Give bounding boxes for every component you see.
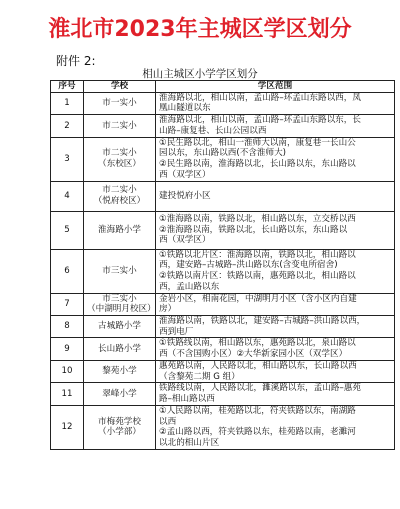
row-number: 8 xyxy=(51,316,84,338)
district-range-line: ②淮海路以南，铁路以北，长山路以东，东山路以 xyxy=(159,224,348,235)
school-name xyxy=(84,293,156,315)
header-school: 学校 xyxy=(84,81,156,93)
school-name xyxy=(84,92,156,114)
table-row xyxy=(51,181,395,211)
district-range-line: 园以东，东山路以西(不含淮师大) xyxy=(159,148,287,159)
district-range-line: 西（双学区） xyxy=(159,169,211,180)
district-range-line: ①铁路以北片区：淮海路以南，铁路以北，相山路以 xyxy=(159,249,356,260)
district-range-line: 淮海路以北，相山以南，孟山路–环孟山东路以东，长 xyxy=(159,115,361,126)
school-name-line: （中湖明月校区） xyxy=(87,304,156,315)
district-range-line: ①铁路线以南，相山路以东，惠苑路以北，泉山路以 xyxy=(159,338,356,349)
row-number: 5 xyxy=(51,211,84,249)
table-row xyxy=(51,383,395,405)
table-row xyxy=(51,360,395,382)
district-range xyxy=(156,338,395,360)
district-range-line: 山路–康复巷、长山公园以西 xyxy=(159,125,267,136)
table-header-row xyxy=(51,81,395,93)
row-number: 12 xyxy=(51,405,84,449)
school-name-line: （悦府校区） xyxy=(93,196,146,207)
table-body xyxy=(51,92,395,449)
district-range-line: 房） xyxy=(159,304,177,315)
school-name xyxy=(84,249,156,293)
school-name-line: （小学部） xyxy=(98,427,141,438)
district-range-line: 西，建安路–古城路–洪山路以东(含变电所宿舍) xyxy=(159,260,338,271)
header-range: 学区范围 xyxy=(156,81,395,93)
district-range-line: 西到电厂 xyxy=(159,326,194,337)
district-range xyxy=(156,316,395,338)
table-row xyxy=(51,137,395,181)
district-range xyxy=(156,181,395,211)
school-name-line: 市二实小 xyxy=(102,120,137,131)
school-name-line: 长山路小学 xyxy=(98,343,141,354)
district-range-line: 建投悦府小区 xyxy=(159,190,211,201)
table-row xyxy=(51,338,395,360)
row-number: 11 xyxy=(51,383,84,405)
school-name-line: 市三实小 xyxy=(102,265,137,276)
district-range-line: 淮海路以北，相山以南，孟山路–环孟山东路以西，凤 xyxy=(159,92,361,103)
school-name-line: 市二实小 xyxy=(102,148,137,159)
district-range-line: （含黎苑二期 G 组） xyxy=(159,371,240,382)
school-name-line: 市一实小 xyxy=(102,98,137,109)
school-name-line: 市梅苑学校 xyxy=(98,416,141,427)
school-name xyxy=(84,316,156,338)
table-row xyxy=(51,115,395,137)
table-row xyxy=(51,211,395,249)
district-range-line: ②民生路以南，淮海路以北，长山路以东，东山路以 xyxy=(159,159,356,170)
table-row xyxy=(51,92,395,114)
school-name-line: 淮海路小学 xyxy=(98,224,141,235)
table-title: 相山主城区小学学区划分 xyxy=(142,68,258,80)
school-name xyxy=(84,360,156,382)
district-range xyxy=(156,92,395,114)
row-number: 1 xyxy=(51,92,84,114)
row-number: 6 xyxy=(51,249,84,293)
school-name xyxy=(84,181,156,211)
row-number: 10 xyxy=(51,360,84,382)
attachment-label: 附件 2: xyxy=(56,54,96,68)
school-name xyxy=(84,338,156,360)
school-name xyxy=(84,405,156,449)
school-name xyxy=(84,137,156,181)
row-number: 2 xyxy=(51,115,84,137)
district-range-line: 惠苑路以南，人民路以北，相山路以东，长山路以西 xyxy=(159,360,357,371)
district-range-line: 西（不含国购小区）②大华新家园小区（双学区） xyxy=(159,349,348,360)
row-number: 7 xyxy=(51,293,84,315)
district-range-line: ②铁路以南片区：铁路以南，惠苑路以北，相山路以 xyxy=(159,271,356,282)
school-name-line: 市三实小 xyxy=(102,293,137,304)
school-name-line: （东校区） xyxy=(98,159,141,170)
school-name-line: 古城路小学 xyxy=(98,321,141,332)
table-row xyxy=(51,316,395,338)
district-range-line: 铁路线以南，人民路以北，濉溪路以东，孟山路–惠苑 xyxy=(159,383,361,394)
header-no: 序号 xyxy=(51,81,84,93)
district-range-line: 西，孟山路以东 xyxy=(159,281,220,292)
district-range xyxy=(156,383,395,405)
school-name-line: 翠峰小学 xyxy=(102,388,137,399)
district-range-line: 以北的相山片区 xyxy=(159,438,220,449)
school-name-line: 黎苑小学 xyxy=(102,366,137,377)
school-name-line: 市二实小 xyxy=(102,185,137,196)
table-row xyxy=(51,293,395,315)
district-range-line: 路–相山路以西 xyxy=(159,394,215,405)
district-range-line: 金岩小区，相南花园，中湖明月小区（含小区内自建 xyxy=(159,293,357,304)
district-range-line: ①人民路以南，桂苑路以北，符夹铁路以东，南湖路 xyxy=(159,405,356,416)
district-range xyxy=(156,293,395,315)
district-range-line: ②孟山路以西，符夹铁路以东，桂苑路以南，老濉河 xyxy=(159,427,356,438)
district-range-line: ①民生路以北，相山一淮师大以南，康复巷一长山公 xyxy=(159,137,356,148)
district-range-line: 凰山隧道以东 xyxy=(159,103,211,114)
school-name xyxy=(84,383,156,405)
district-range xyxy=(156,137,395,181)
document-title: 淮北市2023年主城区学区划分 xyxy=(48,17,352,42)
row-number: 3 xyxy=(51,137,84,181)
row-number: 4 xyxy=(51,181,84,211)
district-range xyxy=(156,211,395,249)
district-range xyxy=(156,405,395,449)
school-district-table xyxy=(50,80,395,450)
row-number: 9 xyxy=(51,338,84,360)
school-name xyxy=(84,211,156,249)
district-range-line: ①淮海路以南，铁路以北，相山路以东，立交桥以西 xyxy=(159,214,356,224)
district-range-line: 西（双学区） xyxy=(159,235,211,246)
table-row xyxy=(51,405,395,449)
district-range-line: 以西 xyxy=(159,416,177,427)
school-name xyxy=(84,115,156,137)
district-range-line: 淮海路以南，铁路以北，建安路–古城路–洪山路以西， xyxy=(159,316,366,327)
district-range xyxy=(156,360,395,382)
district-range xyxy=(156,115,395,137)
table-row xyxy=(51,249,395,293)
district-range xyxy=(156,249,395,293)
